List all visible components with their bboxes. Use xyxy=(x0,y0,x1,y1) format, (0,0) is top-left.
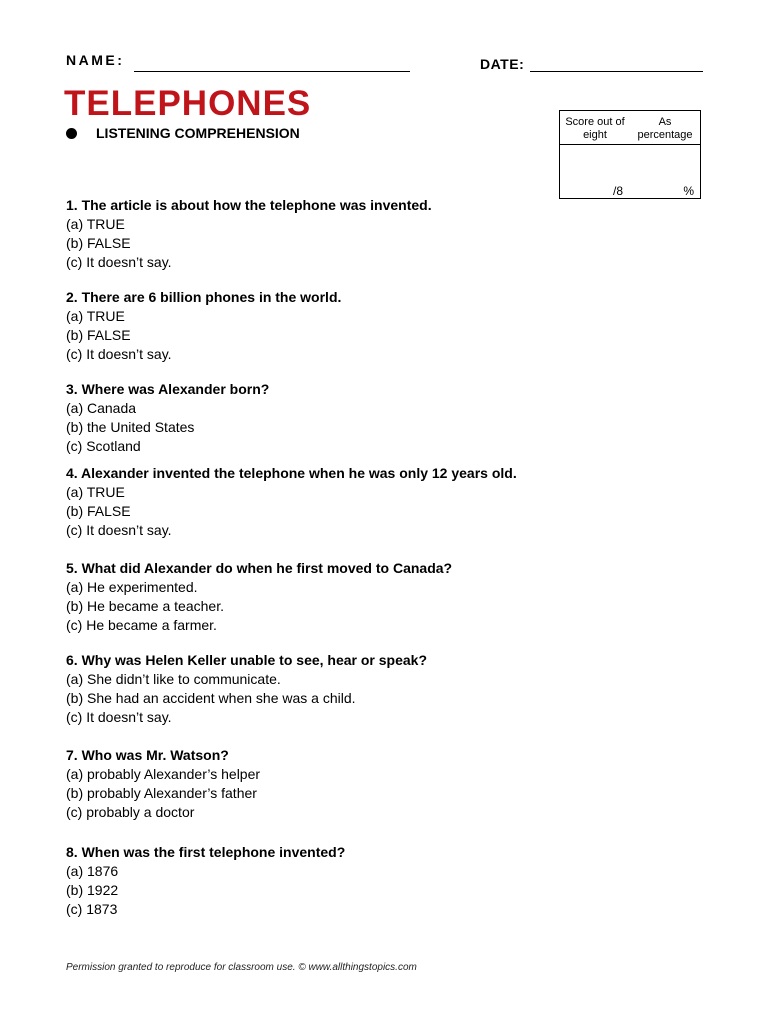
option-a[interactable]: (a) TRUE xyxy=(66,484,125,500)
question-title: 1. The article is about how the telephone was invented. xyxy=(66,197,432,213)
question-title: 2. There are 6 billion phones in the world. xyxy=(66,289,342,305)
question-7 xyxy=(66,746,260,822)
option-c[interactable]: (c) It doesn’t say. xyxy=(66,522,172,538)
option-a[interactable]: (a) TRUE xyxy=(66,216,125,232)
section-subtitle: LISTENING COMPREHENSION xyxy=(96,125,300,141)
option-b[interactable]: (b) probably Alexander’s father xyxy=(66,785,257,801)
score-value: /8 xyxy=(613,184,624,198)
question-title: 4. Alexander invented the telephone when he was only 12 years old. xyxy=(66,465,517,481)
option-a[interactable]: (a) 1876 xyxy=(66,863,119,879)
option-c[interactable]: (c) It doesn’t say. xyxy=(66,709,172,725)
question-8 xyxy=(66,843,345,919)
question-title: 7. Who was Mr. Watson? xyxy=(66,747,229,763)
option-c[interactable]: (c) 1873 xyxy=(66,901,118,917)
option-a[interactable]: (a) TRUE xyxy=(66,308,125,324)
option-c[interactable]: (c) It doesn’t say. xyxy=(66,254,172,270)
option-b[interactable]: (b) She had an accident when she was a child. xyxy=(66,690,356,706)
name-field-line[interactable] xyxy=(134,71,410,72)
option-a[interactable]: (a) She didn’t like to communicate. xyxy=(66,671,281,687)
question-2 xyxy=(66,288,341,364)
copyright-footer: Permission granted to reproduce for classroom use. © www.allthingstopics.com xyxy=(66,962,417,973)
question-4 xyxy=(66,464,517,540)
question-title: 8. When was the first telephone invented? xyxy=(66,844,346,860)
name-label: NAME: xyxy=(66,52,125,68)
bullet-icon xyxy=(66,128,77,139)
date-label: DATE: xyxy=(480,56,525,72)
percentage-value: % xyxy=(683,184,694,198)
option-c[interactable]: (c) He became a farmer. xyxy=(66,617,217,633)
option-c[interactable]: (c) It doesn’t say. xyxy=(66,346,172,362)
option-b[interactable]: (b) FALSE xyxy=(66,503,131,519)
score-box-divider xyxy=(560,144,700,145)
question-6 xyxy=(66,651,427,727)
option-a[interactable]: (a) He experimented. xyxy=(66,579,198,595)
question-title: 5. What did Alexander do when he first moved to Canada? xyxy=(66,560,453,576)
option-b[interactable]: (b) He became a teacher. xyxy=(66,598,224,614)
option-c[interactable]: (c) probably a doctor xyxy=(66,804,195,820)
page-title: TELEPHONES xyxy=(64,84,312,123)
option-a[interactable]: (a) Canada xyxy=(66,400,137,416)
question-title: 3. Where was Alexander born? xyxy=(66,381,270,397)
option-b[interactable]: (b) FALSE xyxy=(66,235,131,251)
option-b[interactable]: (b) the United States xyxy=(66,419,195,435)
question-title: 6. Why was Helen Keller unable to see, hear or speak? xyxy=(66,652,428,668)
option-b[interactable]: (b) 1922 xyxy=(66,882,119,898)
date-field-line[interactable] xyxy=(530,71,703,72)
option-c[interactable]: (c) Scotland xyxy=(66,438,141,454)
question-3 xyxy=(66,380,269,456)
option-a[interactable]: (a) probably Alexander’s helper xyxy=(66,766,261,782)
question-1 xyxy=(66,196,432,272)
option-b[interactable]: (b) FALSE xyxy=(66,327,131,343)
score-box xyxy=(559,110,701,199)
score-header: Score out of eight xyxy=(565,116,625,141)
percentage-header: As percentage xyxy=(637,116,693,141)
question-5 xyxy=(66,559,452,635)
